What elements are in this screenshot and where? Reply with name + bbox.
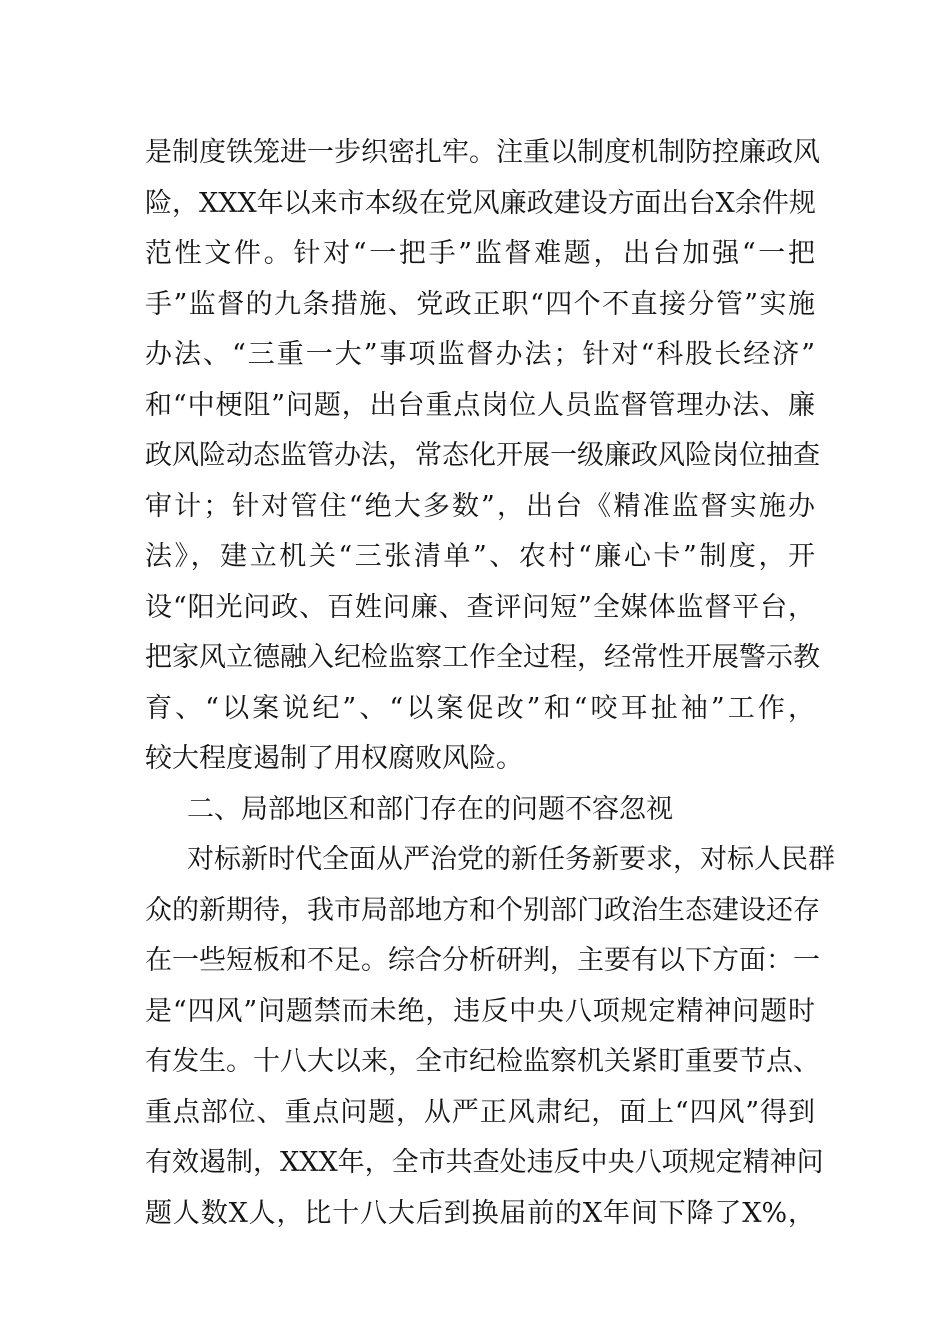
text-line: 范性文件。针对“一把手”监督难题，出台加强“一把 — [145, 238, 815, 269]
text-line: 设“阳光问政、百姓问廉、查评问短”全媒体监督平台， — [145, 591, 815, 623]
text-line: 把家风立德融入纪检监察工作全过程，经常性开展警示教 — [145, 642, 820, 673]
section-heading: 二、局部地区和部门存在的问题不容忽视 — [187, 793, 673, 825]
text-line: 是制度铁笼进一步织密扎牢。注重以制度机制防控廉政风 — [145, 137, 820, 168]
paragraph-first-line: 对标新时代全面从严治党的新任务新要求，对标人民群 — [187, 844, 835, 875]
text-line: 题人数X人，比十八大后到换届前的X年间下降了X%， — [145, 1197, 815, 1229]
paragraph-last-line: 较大程度遏制了用权腐败风险。 — [145, 743, 523, 774]
text-line: 政风险动态监管办法，常态化开展一级廉政风险岗位抽查 — [145, 440, 820, 471]
text-line: 在一些短板和不足。综合分析研判，主要有以下方面：一 — [145, 945, 820, 976]
text-line: 办法、“三重一大”事项监督办法；针对“科股长经济” — [145, 339, 815, 370]
text-line: 重点部位、重点问题，从严正风肃纪，面上“四风”得到 — [145, 1096, 815, 1128]
text-line: 险，XXX年以来市本级在党风廉政建设方面出台X余件规 — [145, 187, 816, 219]
text-line: 和“中梗阻”问题，出台重点岗位人员监督管理办法、廉 — [145, 389, 815, 421]
text-line: 是“四风”问题禁而未绝，违反中央八项规定精神问题时 — [145, 995, 815, 1027]
text-line: 法》，建立机关“三张清单”、农村“廉心卡”制度，开 — [145, 541, 815, 572]
text-line: 审计；针对管住“绝大多数”，出台《精准监督实施办 — [145, 490, 815, 522]
text-line: 育、“以案说纪”、“以案促改”和“咬耳扯袖”工作， — [145, 692, 815, 724]
text-line: 手”监督的九条措施、党政正职“四个不直接分管”实施 — [145, 288, 815, 320]
text-line: 众的新期待，我市局部地方和个别部门政治生态建设还存 — [145, 894, 820, 926]
text-line: 有效遏制，XXX年，全市共查处违反中央八项规定精神问 — [145, 1147, 824, 1178]
document-body — [145, 128, 835, 1239]
text-line: 有发生。十八大以来，全市纪检监察机关紧盯重要节点、 — [145, 1046, 820, 1077]
